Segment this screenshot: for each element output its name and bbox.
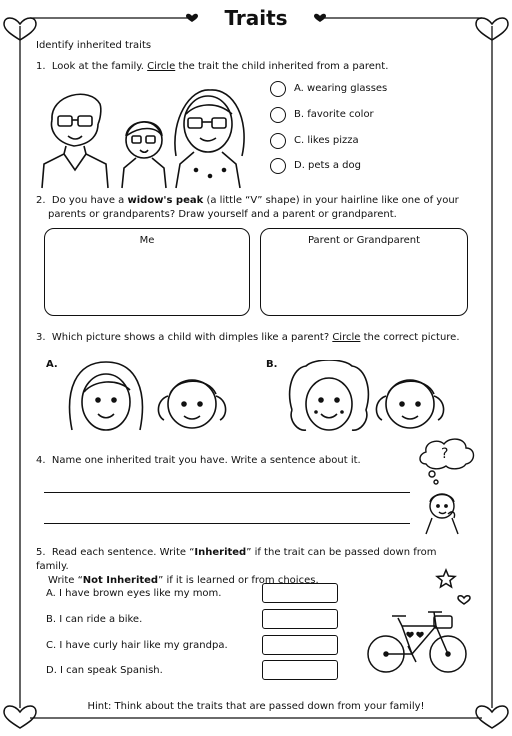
answer-line-1[interactable] (44, 492, 410, 493)
child-figure (122, 122, 166, 188)
picture-a-illustration[interactable] (64, 360, 234, 440)
drawing-box-me[interactable] (44, 228, 250, 316)
child-face-a (158, 380, 225, 428)
sentence-d: D. I can speak Spanish. (46, 665, 163, 676)
thinking-boy-illustration (414, 436, 484, 536)
answer-box-c[interactable] (262, 635, 338, 655)
answer-box-a[interactable] (262, 583, 338, 603)
picture-b-label: B. (266, 359, 278, 370)
heart-icon (458, 596, 470, 604)
parent-face-b (290, 360, 369, 430)
star-icon (437, 570, 455, 587)
child-face-b (376, 380, 443, 428)
picture-a-label: A. (46, 359, 58, 370)
mother-figure (175, 90, 244, 188)
option-b-radio[interactable] (270, 107, 286, 123)
option-a-radio[interactable] (270, 81, 286, 97)
hint-text: Hint: Think about the traits that are passed down from your family! (87, 701, 425, 712)
option-b-label: B. favorite color (294, 109, 374, 120)
drawing-box-parent-label: Parent or Grandparent (307, 235, 421, 246)
sentence-c: C. I have curly hair like my grandpa. (46, 640, 228, 651)
worksheet-subtitle: Identify inherited traits (36, 40, 152, 51)
bicycle-illustration (364, 566, 474, 681)
option-c-radio[interactable] (270, 133, 286, 149)
page-title: Traits (224, 6, 288, 30)
parent-face-a (70, 362, 143, 430)
option-a-label: A. wearing glasses (294, 83, 388, 94)
sentence-b: B. I can ride a bike. (46, 614, 143, 625)
picture-b-illustration[interactable] (286, 360, 456, 440)
sentence-a: A. I have brown eyes like my mom. (46, 588, 222, 599)
answer-box-d[interactable] (262, 660, 338, 680)
option-d-radio[interactable] (270, 158, 286, 174)
drawing-box-parent[interactable] (260, 228, 468, 316)
question-2-text: 2. Do you have a widow's peak (a little “V” shape) in your hairline like one of your parents or grandparents? Draw yourself and a parent or grandparent. (36, 195, 459, 220)
drawing-box-me-label: Me (139, 235, 155, 246)
question-1-text: 1. Look at the family. Circle the trait the child inherited from a parent. (36, 61, 389, 72)
option-c-label: C. likes pizza (294, 135, 359, 146)
question-5-text: 5. Read each sentence. Write “Inherited” if the trait can be passed down from family. Write “Not Inherited” if it is learned or from choices. (36, 547, 437, 586)
family-illustration (40, 80, 250, 190)
question-3-text: 3. Which picture shows a child with dimples like a parent? Circle the correct picture. (36, 332, 460, 343)
question-mark-icon: ? (441, 446, 449, 462)
answer-box-b[interactable] (262, 609, 338, 629)
answer-line-2[interactable] (44, 523, 410, 524)
question-4-text: 4. Name one inherited trait you have. Write a sentence about it. (36, 455, 361, 466)
father-figure (42, 94, 108, 188)
option-d-label: D. pets a dog (294, 160, 361, 171)
